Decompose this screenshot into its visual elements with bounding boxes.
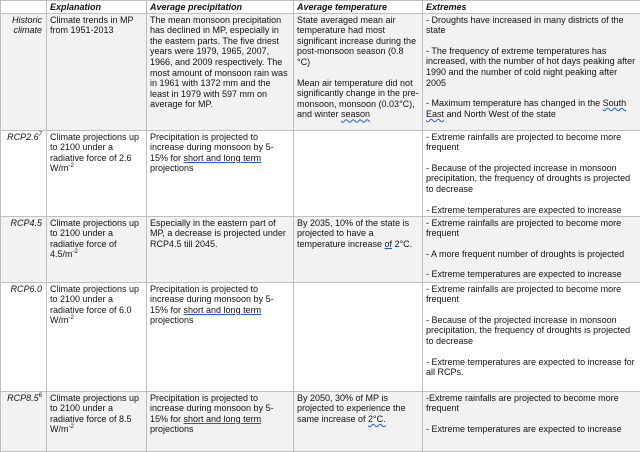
precipitation-text: Especially in the eastern part of MP, a decrease is projected under RCP4.5 till 2045. <box>150 218 286 249</box>
extremes-item <box>426 98 637 119</box>
row-label <box>1 216 47 282</box>
precipitation-cell <box>147 13 294 130</box>
extremes-cell <box>423 130 640 216</box>
header-explanation: Explanation <box>47 1 147 14</box>
extremes-item: - Extreme rainfalls are projected to become more frequent <box>426 284 637 305</box>
temperature-note <box>297 78 419 120</box>
extremes-item: - Extreme rainfalls are projected to become more frequent <box>426 132 637 153</box>
row-label-text: RCP6.0 <box>10 284 42 294</box>
temperature-text: 2°C. <box>392 239 412 249</box>
extremes-cell <box>423 216 640 282</box>
precipitation-cell <box>147 282 294 391</box>
temperature-term: of <box>385 239 393 249</box>
header-average-precipitation: Average precipitation <box>147 1 294 14</box>
row-label <box>1 130 47 216</box>
temperature-note-text: Mean air temperature did not significantly change in the pre-monsoon, monsoon (0.03°C), and winter <box>297 78 419 120</box>
header-average-temperature: Average temperature <box>294 1 423 14</box>
explanation-text: Climate projections up to 2100 under a radiative force of 4.5/m <box>50 218 139 260</box>
precipitation-text: Precipitation is projected to increase during monsoon by 5-15% for <box>150 132 274 163</box>
extremes-item: - The frequency of extreme temperatures has increased, with the number of hot days peaking after 1990 and the number of cold night peaking after 2005 <box>426 46 637 88</box>
extremes-item: - A more frequent number of droughts is projected <box>426 249 637 260</box>
row-label <box>1 391 47 451</box>
table-row-rcp45 <box>1 216 640 282</box>
table-row-rcp60 <box>1 282 640 391</box>
row-label-text: Historic climate <box>12 15 42 36</box>
temperature-text: By 2035, 10% of the state is projected to have a temperature increase <box>297 218 409 249</box>
temperature-cell <box>294 130 423 216</box>
temperature-term: 2°C. <box>368 414 386 424</box>
extremes-item: - Extreme temperatures are expected to increase <box>426 424 637 435</box>
extremes-item: - Extreme temperatures are expected to increase <box>426 205 637 216</box>
unit-exponent: -2 <box>69 163 74 169</box>
precipitation-text: projections <box>150 424 194 434</box>
header-blank <box>1 1 47 14</box>
extremes-item: - Because of the projected increase in monsoon precipitation, the frequency of droughts is projected to decrease <box>426 163 637 195</box>
footnote-ref: 7 <box>39 132 42 138</box>
precipitation-text: Precipitation is projected to increase during monsoon by 5-15% for <box>150 284 274 315</box>
temperature-cell <box>294 216 423 282</box>
precipitation-text: projections <box>150 315 194 325</box>
unit-exponent: -2 <box>73 249 78 255</box>
temperature-cell <box>294 13 423 130</box>
extremes-cell <box>423 282 640 391</box>
extremes-item: - Droughts have increased in many districts of the state <box>426 15 637 36</box>
table-row-historic <box>1 13 640 130</box>
precipitation-cell <box>147 130 294 216</box>
precipitation-cell <box>147 216 294 282</box>
extremes-item: - Extreme temperatures are expected to increase <box>426 269 637 280</box>
explanation-cell <box>47 13 147 130</box>
row-label-text: RCP2.6 <box>7 132 39 142</box>
header-extremes: Extremes <box>423 1 640 14</box>
row-label-text: RCP4.5 <box>10 218 42 228</box>
row-label <box>1 282 47 391</box>
extremes-item-text: and North West of the state <box>444 109 556 119</box>
temperature-cell <box>294 282 423 391</box>
explanation-cell <box>47 216 147 282</box>
footnote-ref: 6 <box>39 393 42 399</box>
unit-exponent: -2 <box>69 315 74 321</box>
explanation-text: Climate trends in MP from 1951-2013 <box>50 15 133 36</box>
extremes-item: - Because of the projected increase in monsoon precipitation, the frequency of droughts is projected to decrease <box>426 315 637 347</box>
explanation-cell <box>47 282 147 391</box>
explanation-text: Climate projections up to 2100 under a radiative force of 6.0 W/m <box>50 284 139 326</box>
precipitation-term: short and long term <box>184 414 262 424</box>
precipitation-term: short and long term <box>184 305 262 315</box>
explanation-cell <box>47 130 147 216</box>
explanation-text: Climate projections up to 2100 under a radiative force of 8.5 W/m <box>50 393 139 435</box>
temperature-note-season: season <box>341 109 370 119</box>
precipitation-text: The mean monsoon precipitation has declined in MP, especially in the eastern parts. The five driest years were 1979, 1965, 2007, 1966, and 2009 respectively. The most amount of monsoon rain was in 1961 with 1372 mm and the least in 1979 with 597 mm on average for MP. <box>150 15 288 110</box>
extremes-item: - Extreme temperatures are expected to increase for all RCPs. <box>426 357 637 378</box>
explanation-cell <box>47 391 147 451</box>
explanation-text: Climate projections up to 2100 under a radiative force of 2.6 W/m <box>50 132 139 174</box>
extremes-item-text: - Maximum temperature has changed in the <box>426 98 603 108</box>
row-label <box>1 13 47 130</box>
extremes-item-region: South East <box>426 98 626 119</box>
extremes-item: - Extreme rainfalls are projected to become more frequent <box>426 218 637 239</box>
row-label-text: RCP8.5 <box>7 393 39 403</box>
temperature-text: By 2050, 30% of MP is projected to experience the same increase of <box>297 393 406 424</box>
temperature-cell <box>294 391 423 451</box>
extremes-item: -Extreme rainfalls are projected to become more frequent <box>426 393 637 414</box>
extremes-cell <box>423 13 640 130</box>
precipitation-term: short and long term <box>184 153 262 163</box>
unit-exponent: -2 <box>69 424 74 430</box>
precipitation-text: Precipitation is projected to increase during monsoon by 5-15% for <box>150 393 274 424</box>
extremes-cell <box>423 391 640 451</box>
precipitation-text: projections <box>150 163 194 173</box>
table-row-rcp26 <box>1 130 640 216</box>
header-row <box>1 1 640 14</box>
temperature-text: State averaged mean air temperature had most significant increase during the post-monsoon season (0.8 °C) <box>297 15 419 68</box>
precipitation-cell <box>147 391 294 451</box>
table-row-rcp85 <box>1 391 640 451</box>
